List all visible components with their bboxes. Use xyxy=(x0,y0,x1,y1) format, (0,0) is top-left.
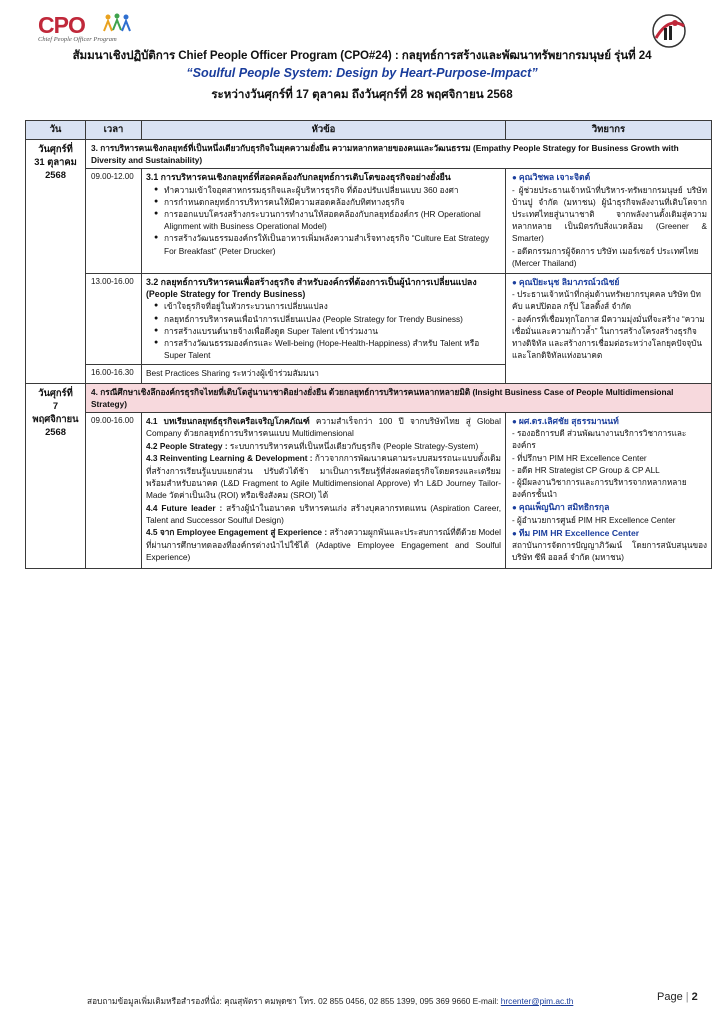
date-line: วันศุกร์ที่ xyxy=(38,386,73,398)
bullet-icon: ● xyxy=(512,278,517,288)
speaker-name xyxy=(512,415,707,428)
cpo-logo-subtitle: Chief People Officer Program xyxy=(38,36,117,43)
date-line: 2568 xyxy=(45,169,66,180)
speaker-name-text: ผศ.ดร.เลิศชัย สุธรรมานนท์ xyxy=(518,416,619,427)
program-title: สัมมนาเชิงปฏิบัติการ Chief People Officer Program (CPO#24) : กลยุทธ์การสร้างและพัฒนาทรัพยากรมนุษย์ รุ่นที่ 24 xyxy=(72,49,652,62)
list-item: ● กลยุทธ์การบริหารคนเพื่อนำการเปลี่ยนแปลง (People Strategy for Trendy Business) xyxy=(154,313,501,325)
schedule-table xyxy=(25,120,712,569)
bullet-icon: ● xyxy=(512,417,517,427)
speaker-name xyxy=(512,171,707,184)
topic-item-head: 4.5 จาก Employee Engagement สู่ Experience : xyxy=(146,527,328,538)
session-topic: Best Practices Sharing ระหว่างผู้เข้าร่วมสัมมนา xyxy=(142,365,506,383)
table-header-row xyxy=(26,121,712,140)
speaker-bio: - องค์กรที่เชื่อมทุกโอกาส มีความมุ่งมั่นที่จะสร้าง “ความเชื่อมั่นและความก้าวล้ำ” ในการสร้างโครงสร้างธุรกิจทางดิจิทัล และสร้างการเชื่อมต่อระหว่างโลกยุคปัจจุบันและโลกดิจิทัลแห่งอนาคต xyxy=(512,314,705,361)
session-time: 09.00-12.00 xyxy=(86,169,142,274)
session-title: 3.1 การบริหารคนเชิงกลยุทธ์ที่สอดคล้องกับกลยุทธ์การเติบโตของธุรกิจอย่างยั่งยืน xyxy=(146,172,451,183)
list-item: ● การกำหนดกลยุทธ์การบริหารคนให้มีความสอดคล้องกับทิศทางธุรกิจ xyxy=(154,196,501,208)
bullet-icon: ● xyxy=(512,503,517,513)
topic-item-head: 4.2 People Strategy : xyxy=(146,440,228,451)
topic-item xyxy=(146,452,501,501)
bullet-icon: ● xyxy=(512,173,517,183)
col-header-time: เวลา xyxy=(86,121,142,140)
program-theme: “Soulful People System: Design by Heart-Purpose-Impact” xyxy=(186,66,538,80)
session-topic xyxy=(142,274,506,365)
table-row xyxy=(26,169,712,274)
page-divider: | xyxy=(685,991,689,1003)
date-line: วันศุกร์ที่ xyxy=(38,143,73,154)
people-figures-icon xyxy=(102,13,132,35)
topic-item-head: 4.4 Future leader : xyxy=(146,502,223,513)
topic-bullets xyxy=(154,300,501,361)
table-row xyxy=(26,140,712,169)
bullet-icon: ● xyxy=(512,528,517,538)
session-time: 13.00-16.00 xyxy=(86,274,142,365)
day1-date xyxy=(26,140,86,384)
date-line: พฤศจิกายน xyxy=(32,412,79,424)
topic-item-head: 4.1 บทเรียนกลยุทธ์ธุรกิจเครือเจริญโภคภัณฑ์ xyxy=(146,416,310,427)
speaker-name xyxy=(512,527,707,540)
speaker-bio: - รองอธิการบดี ส่วนพัฒนางานบริการวิชาการและองค์กร xyxy=(512,429,687,451)
cpo-logo-text: CPO xyxy=(38,12,85,38)
date-line: 31 ตุลาคม xyxy=(34,156,77,167)
topic-item xyxy=(146,502,501,526)
topic-item-text: สร้างความผูกพันและประสบการณ์ที่ดีด้วย Model ที่ผ่านการศึกษาทดลองที่องค์กรต่างนำไปใช้ได้ (Adaptive Employee Engagement and Soulful Experience) xyxy=(146,527,501,562)
cpo-logo xyxy=(38,13,138,43)
speaker-name-text: ทีม PIM HR Excellence Center xyxy=(518,527,640,538)
session-time: 16.00-16.30 xyxy=(86,365,142,383)
list-item: ● การสร้างแบรนด์นายจ้างเพื่อดึงดูด Super Talent เข้าร่วมงาน xyxy=(154,325,501,337)
topic-item-head: 4.3 Reinventing Learning & Development : xyxy=(146,453,313,464)
session-speaker xyxy=(506,274,712,384)
session-topic xyxy=(142,413,506,568)
speaker-bio: - ประธานเจ้าหน้าที่กลุ่มด้านทรัพยากรบุคคล บริษัท บิทคับ แคปปิตอล กรุ๊ป โฮลดิ้งส์ จำกัด xyxy=(512,290,701,312)
speaker-bio: - อดีต HR Strategist CP Group & CP ALL xyxy=(512,465,660,475)
table-row xyxy=(26,413,712,568)
day2-section-title: 4. กรณีศึกษาเชิงลึกองค์กรธุรกิจไทยที่เติบโตสู่นานาชาติอย่างยั่งยืน ด้วยกลยุทธ์การบริหารคนหลากหลายมิติ (Insight Business Case of People Multidimensional Strategy) xyxy=(86,383,712,412)
table-row xyxy=(26,274,712,365)
list-item: ● การสร้างวัฒนธรรมองค์กรและ Well-being (Hope-Health-Happiness) สำหรับ Talent หรือ Super Talent xyxy=(154,337,501,361)
col-header-day: วัน xyxy=(26,121,86,140)
topic-bullets xyxy=(154,184,501,257)
speaker-bio: - ผู้มีผลงานวิชาการและการบริหารจากหลากหลายองค์กรชั้นนำ xyxy=(512,478,687,500)
col-header-topic: หัวข้อ xyxy=(142,121,506,140)
speaker-name-text: คุณวิชพล เจาะจิตต์ xyxy=(518,172,591,183)
topic-item xyxy=(146,440,501,452)
session-time: 09.00-16.00 xyxy=(86,413,142,568)
speaker-bio: - ที่ปรึกษา PIM HR Excellence Center xyxy=(512,453,647,463)
speaker-bio: สถาบันการจัดการปัญญาภิวัฒน์ โดยการสนับสนุนของบริษัท ซีพี ออลล์ จำกัด (มหาชน) xyxy=(512,541,707,563)
list-item: ● ทำความเข้าใจอุตสาหกรรมธุรกิจและผู้บริหารธุรกิจ ที่ต้องปรับเปลี่ยนแบบ 360 องศา xyxy=(154,184,501,196)
program-dates: ระหว่างวันศุกร์ที่ 17 ตุลาคม ถึงวันศุกร์ที่ 28 พฤศจิกายน 2568 xyxy=(211,88,513,101)
topic-item xyxy=(146,415,501,439)
col-header-speaker: วิทยากร xyxy=(506,121,712,140)
pim-emblem-icon xyxy=(644,12,694,50)
footer-contact-text: สอบถามข้อมูลเพิ่มเติมหรือสำรองที่นั่ง: คุณสุพัตรา คมพุดซา โทร. 02 855 0456, 02 855 1399, 095 369 9660 E-mail: xyxy=(87,996,501,1006)
list-item: ● การสร้างวัฒนธรรมองค์กรให้เป็นอาหารเพิ่มพลังความสำเร็จทางธุรกิจ “Culture Eat Strategy For Breakfast” (Peter Drucker) xyxy=(154,232,501,256)
page-number-value: 2 xyxy=(691,991,698,1003)
date-line: 2568 xyxy=(45,425,66,437)
table-row xyxy=(26,383,712,412)
session-speaker xyxy=(506,413,712,568)
footer-contact xyxy=(87,994,573,1008)
topic-item xyxy=(146,526,501,563)
list-item: ● การออกแบบโครงสร้างกระบวนการทำงานให้สอดคล้องกับกลยุทธ์องค์กร (HR Operational Alignment with Business Operational Model) xyxy=(154,208,501,232)
speaker-bio: - ผู้อำนวยการศูนย์ PIM HR Excellence Center xyxy=(512,515,676,525)
day1-section-title: 3. การบริหารคนเชิงกลยุทธ์ที่เป็นหนึ่งเดียวกับธุรกิจในยุคความยั่งยืน ความหลากหลายของคนและวัฒนธรรม (Empathy People Strategy for Business Growth with Diversity and Sustainability) xyxy=(86,140,712,169)
topic-item-text: สร้างผู้นำในอนาคต บริหารคนเก่ง สร้างบุคลากรทดแทน (Aspiration Career, Talent and Successor Soulful Design) xyxy=(146,502,502,525)
page-number xyxy=(657,991,698,1003)
day2-date xyxy=(26,383,86,568)
session-title: 3.2 กลยุทธ์การบริหารคนเพื่อสร้างธุรกิจ สำหรับองค์กรที่ต้องการเป็นผู้นำการเปลี่ยนแปลง (People Strategy for Trendy Business) xyxy=(146,277,477,300)
page-label: Page xyxy=(657,991,683,1003)
speaker-bio: - ผู้ช่วยประธานเจ้าหน้าที่บริหาร-ทรัพยากรมนุษย์ บริษัท บ้านปู จำกัด (มหาชน) ผู้นำธุรกิจพลังงานที่เติบโตจากประเทศไทยสู่นานาชาติ จากพลังงานดั้งเดิมสู่ความหลากหลาย เป็นมิตรกับสิ่งแวดล้อม (Greener & Smarter) xyxy=(512,185,707,244)
speaker-name xyxy=(512,276,707,289)
list-item: ● เข้าใจธุรกิจที่อยู่ในหัวกระบวนการเปลี่ยนแปลง xyxy=(154,300,501,312)
topic-item-text: ความสำเร็จกว่า 100 ปี จากบริษัทไทย สู่ Global Company ด้วยกลยุทธ์การบริหารคนแบบ Multidimensional xyxy=(146,416,501,439)
session-topic xyxy=(142,169,506,274)
contact-email-link[interactable]: hrcenter@pim.ac.th xyxy=(500,996,574,1006)
topic-item-text: ก้าวจากการพัฒนาคนตามระบบสมรรถนะแบบดั้งเดิมที่สร้างการเรียนรู้แบบแยกส่วน ปรับตัวได้ช้า มาเป็นการเรียนรู้ที่ส่งผลต่อธุรกิจโดยตรงและเตรียมพร้อมสำหรับอนาคต (L&D Fragment to Agile Multidimensional Approve) ทำ L&D Journey Tailor-Made วัดค่าเป็นเงิน (ROI) หรือเชิงสังคม (SROI) ได้ xyxy=(146,453,501,501)
speaker-name-text: คุณเพ็ญนิภา สมิทธิกรกุล xyxy=(518,502,610,513)
speaker-bio: - อดีตกรรมการผู้จัดการ บริษัท เมอร์เซอร์ ประเทศไทย (Mercer Thailand) xyxy=(512,246,699,268)
session-speaker xyxy=(506,169,712,274)
pim-hr-logo xyxy=(644,12,694,50)
topic-item-text: ระบบการบริหารคนที่เป็นหนึ่งเดียวกับธุรกิจ (People Strategy-System) xyxy=(227,440,479,451)
speaker-name-text: คุณปิยะนุช ลิมาภรณ์วณิชย์ xyxy=(518,277,620,288)
date-line: 7 xyxy=(52,399,59,411)
speaker-name xyxy=(512,501,707,514)
